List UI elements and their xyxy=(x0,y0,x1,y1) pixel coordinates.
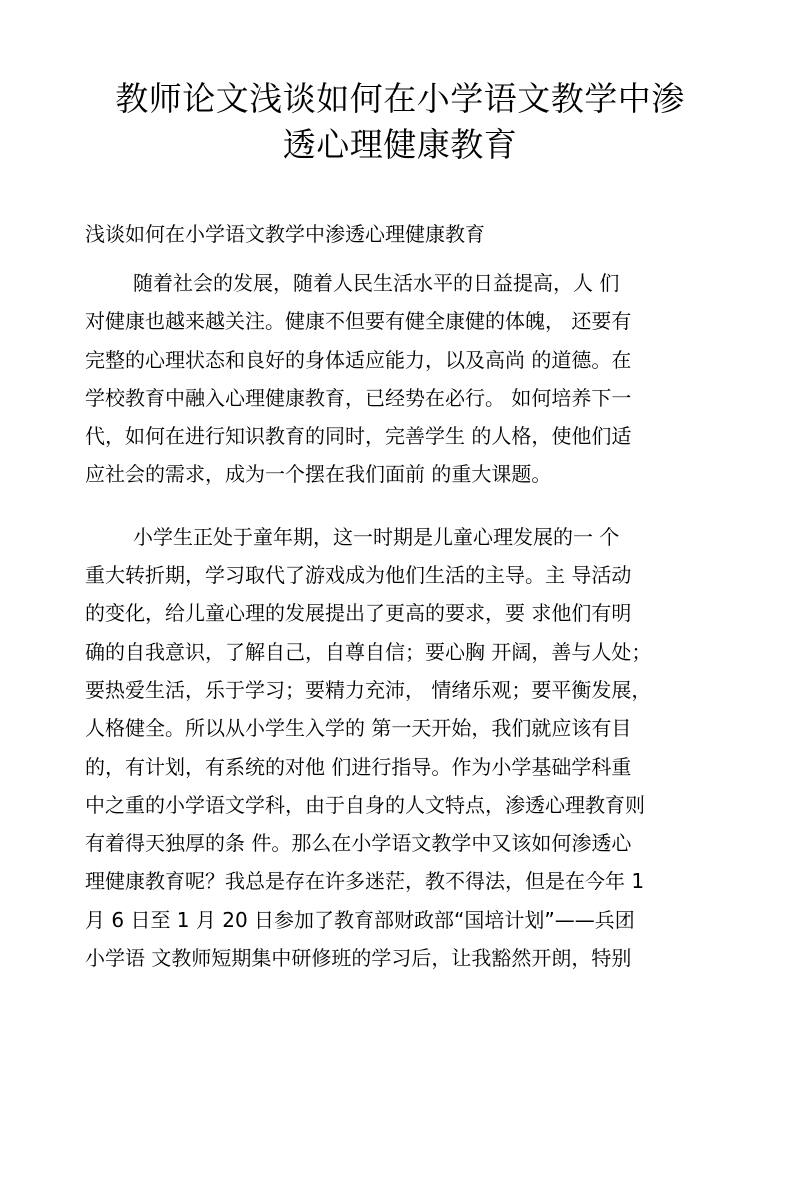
paragraph-2-line: 月 6 日至 1 月 20 日参加了教育部财政部“国培计划”——兵团 xyxy=(85,907,635,932)
article-body xyxy=(85,264,745,977)
paragraph-2-line: 要热爱生活，乐于学习；要精力充沛， 情绪乐观；要平衡发展， xyxy=(85,677,652,702)
paragraph-2-line: 小学语 文教师短期集中研修班的学习后，让我豁然开朗，特别 xyxy=(85,946,632,971)
paragraph-2-line: 小学生正处于童年期，这一时期是儿童心理发展的一 个 xyxy=(133,524,620,549)
paragraph-2-line: 理健康教育呢？我总是存在许多迷茫，教不得法，但是在今年 1 xyxy=(85,869,645,894)
paragraph-2-line: 有着得天独厚的条 件。那么在小学语文教学中又该如何渗透心 xyxy=(85,831,632,856)
paragraph-1-line: 学校教育中融入心理健康教育，已经势在必行。 如何培养下一 xyxy=(85,385,632,410)
title-line-2: 透心理健康教育 xyxy=(282,125,518,164)
paragraph-2 xyxy=(85,518,745,978)
paragraph-1-line: 完整的心理状态和良好的身体适应能力，以及高尚 的道德。在 xyxy=(85,347,632,372)
paragraph-2-line: 重大转折期，学习取代了游戏成为他们生活的主导。主 导活动 xyxy=(85,563,632,588)
title-line-1: 教师论文浅谈如何在小学语文教学中渗 xyxy=(115,79,685,118)
paragraph-1-line: 代，如何在进行知识教育的同时，完善学生 的人格，使他们适 xyxy=(85,424,632,449)
paragraph-1 xyxy=(85,264,745,494)
paragraph-2-line: 的变化，给儿童心理的发展提出了更高的要求，要 求他们有明 xyxy=(85,601,632,626)
article-subtitle: 浅谈如何在小学语文教学中渗透心理健康教育 xyxy=(85,222,485,246)
paragraph-spacer xyxy=(85,494,745,518)
paragraph-1-line: 随着社会的发展，随着人民生活水平的日益提高，人 们 xyxy=(133,271,620,295)
paragraph-2-line: 的，有计划，有系统的对他 们进行指导。作为小学基础学科重 xyxy=(85,754,632,779)
paragraph-2-line: 中之重的小学语文学科，由于自身的人文特点，渗透心理教育则 xyxy=(85,792,645,817)
paragraph-1-line: 应社会的需求，成为一个摆在我们面前 的重大课题。 xyxy=(85,462,552,487)
paragraph-2-line: 确的自我意识，了解自己，自尊自信；要心胸 开阔，善与人处； xyxy=(85,639,652,664)
paragraph-1-line: 对健康也越来越关注。健康不但要有健全康健的体魄， 还要有 xyxy=(85,309,632,334)
document-title xyxy=(60,76,740,168)
paragraph-2-line: 人格健全。所以从小学生入学的 第一天开始，我们就应该有目 xyxy=(85,716,632,741)
